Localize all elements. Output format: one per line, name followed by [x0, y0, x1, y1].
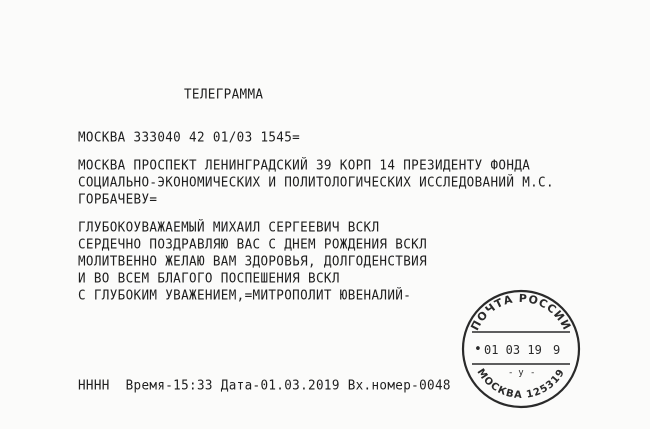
- stamp-marker: у: [518, 368, 524, 378]
- message-line-5: С ГЛУБОКИМ УВАЖЕНИЕМ,=МИТРОПОЛИТ ЮВЕНАЛИЙ-: [78, 286, 412, 303]
- footer-service-line: НННН Время-15:33 Дата-01.03.2019 Вх.номер-0048: [78, 376, 451, 393]
- message-line-4: И ВО ВСЕМ БЛАГОГО ПОСПЕШЕНИЯ ВСКЛ: [78, 269, 340, 286]
- message-line-3: МОЛИТВЕННО ЖЕЛАЮ ВАМ ЗДОРОВЬЯ, ДОЛГОДЕНСТВИЯ: [78, 252, 428, 269]
- address-line-1: МОСКВА ПРОСПЕКТ ЛЕНИНГРАДСКИЙ 39 КОРП 14 ПРЕЗИДЕНТУ ФОНДА: [78, 156, 531, 173]
- stamp-tick-left: •: [474, 342, 482, 357]
- message-line-2: СЕРДЕЧНО ПОЗДРАВЛЯЮ ВАС С ДНЕМ РОЖДЕНИЯ ВСКЛ: [78, 235, 428, 252]
- postal-stamp: [460, 288, 582, 410]
- stamp-hour: 9: [553, 343, 561, 357]
- address-line-2: СОЦИАЛЬНО-ЭКОНОМИЧЕСКИХ И ПОЛИТОЛОГИЧЕСКИХ ИССЛЕДОВАНИЙ М.С.: [78, 173, 554, 190]
- message-line-1: ГЛУБОКОУВАЖАЕМЫЙ МИХАИЛ СЕРГЕЕВИЧ ВСКЛ: [78, 218, 380, 235]
- stamp-date: 01 03 19: [484, 343, 542, 357]
- stamp-marker-dash-right: -: [530, 368, 536, 378]
- stamp-top-text: ПОЧТА РОССИИ: [468, 291, 574, 333]
- routing-line: МОСКВА 333040 42 01/03 1545=: [78, 128, 301, 145]
- stamp-bottom-text: МОСКВА 125319: [474, 366, 568, 402]
- postal-stamp-svg: [460, 288, 582, 410]
- address-line-3: ГОРБАЧЕВУ=: [78, 190, 158, 207]
- telegram-title: ТЕЛЕГРАММА: [184, 85, 264, 102]
- stamp-marker-dash-left: -: [508, 368, 514, 378]
